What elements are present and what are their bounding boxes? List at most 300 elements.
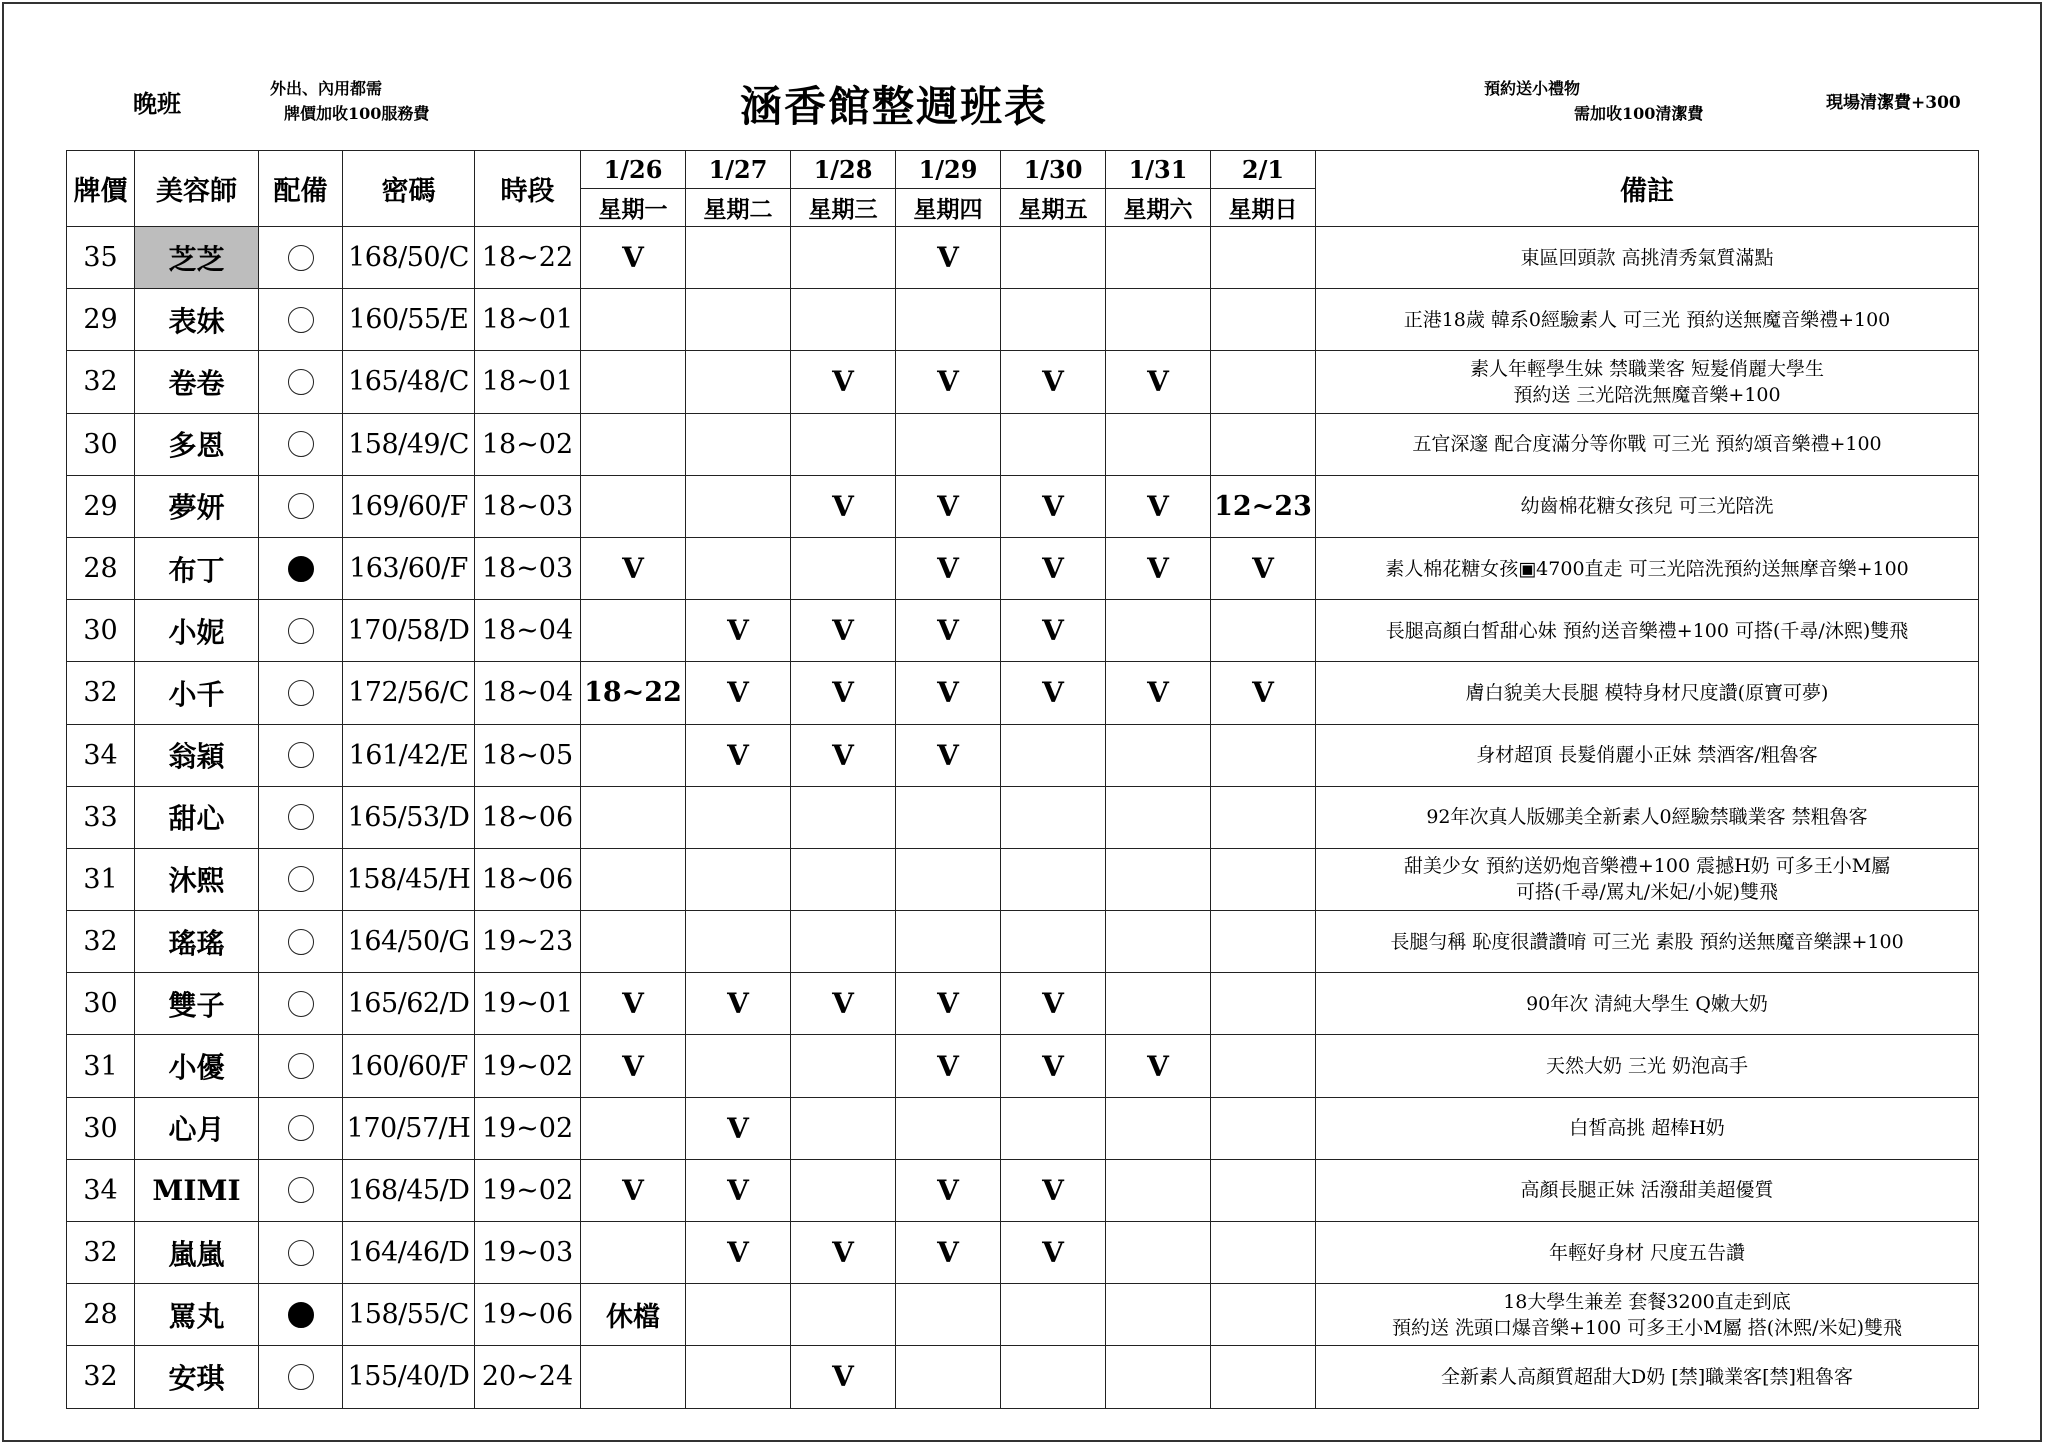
remark-cell xyxy=(1316,1097,1979,1159)
day-cell xyxy=(1211,1097,1316,1159)
code-cell: 164/50/G xyxy=(343,911,475,973)
day-cell xyxy=(1106,973,1211,1035)
open-circle-icon xyxy=(288,369,314,395)
price-cell: 32 xyxy=(67,1222,135,1284)
day-cell xyxy=(1211,911,1316,973)
open-circle-icon xyxy=(288,804,314,830)
col-header-code: 密碼 xyxy=(343,151,475,227)
day-cell: V xyxy=(896,475,1001,537)
service-fee-note-line: 外出、內用都需 xyxy=(270,79,383,98)
day-cell: 18~22 xyxy=(581,662,686,724)
col-header-date: 1/27 xyxy=(686,151,791,189)
col-header-date: 2/1 xyxy=(1211,151,1316,189)
day-cell xyxy=(581,289,686,351)
price-cell: 34 xyxy=(67,1159,135,1221)
code-cell: 172/56/C xyxy=(343,662,475,724)
day-cell xyxy=(1001,911,1106,973)
day-cell xyxy=(1211,413,1316,475)
open-circle-icon xyxy=(288,1115,314,1141)
col-header-weekday: 星期二 xyxy=(686,189,791,227)
day-cell: V xyxy=(896,600,1001,662)
time-cell: 18~04 xyxy=(475,600,581,662)
table-row xyxy=(67,1284,1979,1346)
price-cell: 29 xyxy=(67,289,135,351)
remark-cell xyxy=(1316,537,1979,599)
schedule-table xyxy=(66,150,1979,1409)
table-row xyxy=(67,413,1979,475)
remark-line: 預約送 三光陪洗無魔音樂+100 xyxy=(1513,383,1781,406)
day-cell xyxy=(1211,1346,1316,1408)
day-cell xyxy=(791,413,896,475)
table-row xyxy=(67,537,1979,599)
day-cell xyxy=(581,911,686,973)
gift-note-line: 需加收100清潔費 xyxy=(1574,104,1704,123)
code-cell: 168/50/C xyxy=(343,227,475,289)
day-cell: V xyxy=(896,662,1001,724)
time-cell: 20~24 xyxy=(475,1346,581,1408)
day-cell xyxy=(1106,1346,1211,1408)
name-cell: 芝芝 xyxy=(135,227,259,289)
equip-cell xyxy=(259,973,343,1035)
day-cell xyxy=(581,848,686,910)
day-cell xyxy=(896,848,1001,910)
remark-line: 素人棉花糖女孩▣4700直走 可三光陪洗預約送無摩音樂+100 xyxy=(1385,557,1909,580)
onsite-fee-note: 現場清潔費+300 xyxy=(1826,93,1961,113)
remark-cell xyxy=(1316,289,1979,351)
name-cell: 安琪 xyxy=(135,1346,259,1408)
day-cell xyxy=(791,227,896,289)
equip-cell xyxy=(259,351,343,413)
day-cell: V xyxy=(791,475,896,537)
col-header-date: 1/26 xyxy=(581,151,686,189)
day-cell xyxy=(791,1284,896,1346)
day-cell: V xyxy=(791,724,896,786)
equip-cell xyxy=(259,475,343,537)
col-header-date: 1/30 xyxy=(1001,151,1106,189)
remark-cell xyxy=(1316,1284,1979,1346)
day-cell: V xyxy=(1106,475,1211,537)
day-cell xyxy=(1106,786,1211,848)
day-cell: V xyxy=(896,724,1001,786)
day-cell: V xyxy=(791,1222,896,1284)
day-cell xyxy=(1211,227,1316,289)
table-row xyxy=(67,351,1979,413)
remark-line: 五官深邃 配合度滿分等你戰 可三光 預約頌音樂禮+100 xyxy=(1412,433,1882,456)
day-cell xyxy=(896,1346,1001,1408)
day-cell: V xyxy=(1106,662,1211,724)
open-circle-icon xyxy=(288,493,314,519)
day-cell xyxy=(686,475,791,537)
table-row xyxy=(67,1035,1979,1097)
equip-cell xyxy=(259,1222,343,1284)
remark-line: 全新素人高顏質超甜大D奶 [禁]職業客[禁]粗魯客 xyxy=(1441,1365,1853,1388)
col-header-weekday: 星期四 xyxy=(896,189,1001,227)
day-cell xyxy=(1106,848,1211,910)
name-cell: 瑤瑤 xyxy=(135,911,259,973)
day-cell xyxy=(896,413,1001,475)
remark-line: 素人年輕學生妹 禁職業客 短髮俏麗大學生 xyxy=(1469,357,1825,380)
day-cell: V xyxy=(1106,1035,1211,1097)
day-cell: V xyxy=(1001,537,1106,599)
day-cell: V xyxy=(581,973,686,1035)
day-cell xyxy=(686,786,791,848)
day-cell: V xyxy=(1211,537,1316,599)
day-cell xyxy=(581,1346,686,1408)
code-cell: 163/60/F xyxy=(343,537,475,599)
time-cell: 18~02 xyxy=(475,413,581,475)
time-cell: 18~06 xyxy=(475,786,581,848)
code-cell: 158/45/H xyxy=(343,848,475,910)
open-circle-icon xyxy=(288,1240,314,1266)
day-cell: V xyxy=(791,1346,896,1408)
equip-cell xyxy=(259,227,343,289)
time-cell: 18~06 xyxy=(475,848,581,910)
page-title: 涵香館整週班表 xyxy=(739,82,1048,131)
col-header-date: 1/31 xyxy=(1106,151,1211,189)
day-cell xyxy=(1211,724,1316,786)
day-cell: V xyxy=(1001,475,1106,537)
time-cell: 18~03 xyxy=(475,475,581,537)
day-cell xyxy=(1106,724,1211,786)
day-cell xyxy=(1001,848,1106,910)
remark-cell xyxy=(1316,351,1979,413)
table-row xyxy=(67,1159,1979,1221)
code-cell: 158/49/C xyxy=(343,413,475,475)
day-cell xyxy=(581,600,686,662)
col-header-weekday: 星期六 xyxy=(1106,189,1211,227)
time-cell: 18~05 xyxy=(475,724,581,786)
remark-line: 18大學生兼差 套餐3200直走到底 xyxy=(1503,1290,1791,1313)
price-cell: 34 xyxy=(67,724,135,786)
day-cell: V xyxy=(1001,1222,1106,1284)
table-row xyxy=(67,289,1979,351)
code-cell: 165/53/D xyxy=(343,786,475,848)
remark-line: 90年次 清純大學生 Q嫩大奶 xyxy=(1526,992,1768,1015)
price-cell: 30 xyxy=(67,1097,135,1159)
price-cell: 33 xyxy=(67,786,135,848)
day-cell: V xyxy=(896,351,1001,413)
remark-line: 92年次真人版娜美全新素人0經驗禁職業客 禁粗魯客 xyxy=(1426,806,1868,829)
time-cell: 19~06 xyxy=(475,1284,581,1346)
equip-cell xyxy=(259,662,343,724)
day-cell xyxy=(1211,600,1316,662)
day-cell xyxy=(791,786,896,848)
day-cell xyxy=(1106,911,1211,973)
day-cell: V xyxy=(1211,662,1316,724)
code-cell: 158/55/C xyxy=(343,1284,475,1346)
filled-circle-icon xyxy=(288,556,314,582)
time-cell: 19~02 xyxy=(475,1035,581,1097)
day-cell xyxy=(791,1159,896,1221)
remark-line: 東區回頭款 高挑清秀氣質滿點 xyxy=(1520,246,1774,269)
price-cell: 32 xyxy=(67,351,135,413)
day-cell xyxy=(791,848,896,910)
remark-cell xyxy=(1316,848,1979,910)
day-cell xyxy=(1211,1035,1316,1097)
remark-line: 白皙高挑 超棒H奶 xyxy=(1569,1117,1725,1140)
day-cell xyxy=(686,1035,791,1097)
day-cell xyxy=(1001,227,1106,289)
price-cell: 30 xyxy=(67,973,135,1035)
schedule-body xyxy=(67,227,1979,1409)
header-row-dates xyxy=(67,151,1979,189)
price-cell: 28 xyxy=(67,537,135,599)
time-cell: 18~01 xyxy=(475,289,581,351)
day-cell xyxy=(1001,724,1106,786)
open-circle-icon xyxy=(288,245,314,271)
time-cell: 18~01 xyxy=(475,351,581,413)
day-cell: V xyxy=(1001,351,1106,413)
code-cell: 168/45/D xyxy=(343,1159,475,1221)
code-cell: 165/48/C xyxy=(343,351,475,413)
price-cell: 31 xyxy=(67,848,135,910)
day-cell xyxy=(1106,1159,1211,1221)
col-header-date: 1/28 xyxy=(791,151,896,189)
gift-note-line: 預約送小禮物 xyxy=(1484,79,1581,98)
open-circle-icon xyxy=(288,1364,314,1390)
col-header-weekday: 星期一 xyxy=(581,189,686,227)
day-cell: V xyxy=(791,973,896,1035)
equip-cell xyxy=(259,1035,343,1097)
day-cell xyxy=(1211,289,1316,351)
day-cell xyxy=(686,911,791,973)
day-cell xyxy=(686,848,791,910)
name-cell: 卷卷 xyxy=(135,351,259,413)
code-cell: 155/40/D xyxy=(343,1346,475,1408)
price-cell: 31 xyxy=(67,1035,135,1097)
open-circle-icon xyxy=(288,618,314,644)
day-cell xyxy=(896,289,1001,351)
table-row xyxy=(67,600,1979,662)
open-circle-icon xyxy=(288,431,314,457)
day-cell xyxy=(791,289,896,351)
equip-cell xyxy=(259,1097,343,1159)
day-cell: V xyxy=(791,351,896,413)
open-circle-icon xyxy=(288,680,314,706)
remark-cell xyxy=(1316,1346,1979,1408)
remark-line: 預約送 洗頭口爆音樂+100 可多王小M屬 搭(沐熙/米妃)雙飛 xyxy=(1392,1316,1902,1339)
day-cell xyxy=(1211,848,1316,910)
day-cell xyxy=(686,351,791,413)
remark-line: 長腿勻稱 恥度很讚讚唷 可三光 素股 預約送無魔音樂課+100 xyxy=(1390,930,1904,953)
time-cell: 18~22 xyxy=(475,227,581,289)
day-cell xyxy=(1106,227,1211,289)
table-row xyxy=(67,1346,1979,1408)
time-cell: 18~04 xyxy=(475,662,581,724)
equip-cell xyxy=(259,289,343,351)
name-cell: 雙子 xyxy=(135,973,259,1035)
name-cell: 小妮 xyxy=(135,600,259,662)
day-cell: V xyxy=(1001,1035,1106,1097)
time-cell: 19~02 xyxy=(475,1097,581,1159)
remark-line: 膚白貌美大長腿 模特身材尺度讚(原寶可夢) xyxy=(1465,681,1829,704)
table-row xyxy=(67,848,1979,910)
gift-note xyxy=(1484,76,1703,126)
day-cell: V xyxy=(686,724,791,786)
table-row xyxy=(67,227,1979,289)
equip-cell xyxy=(259,1346,343,1408)
day-cell xyxy=(1211,1159,1316,1221)
day-cell xyxy=(686,537,791,599)
name-cell: 小千 xyxy=(135,662,259,724)
day-cell: V xyxy=(581,537,686,599)
remark-line: 正港18歲 韓系0經驗素人 可三光 預約送無魔音樂禮+100 xyxy=(1403,308,1891,331)
day-cell: V xyxy=(1001,662,1106,724)
day-cell xyxy=(896,911,1001,973)
day-cell xyxy=(791,1097,896,1159)
equip-cell xyxy=(259,1284,343,1346)
equip-cell xyxy=(259,786,343,848)
day-cell: V xyxy=(581,1159,686,1221)
remark-cell xyxy=(1316,973,1979,1035)
day-cell xyxy=(581,475,686,537)
price-cell: 29 xyxy=(67,475,135,537)
remark-line: 年輕好身材 尺度五告讚 xyxy=(1548,1241,1746,1264)
day-cell xyxy=(581,1222,686,1284)
day-cell: V xyxy=(581,227,686,289)
code-cell: 161/42/E xyxy=(343,724,475,786)
day-cell: V xyxy=(1001,600,1106,662)
day-cell: V xyxy=(1001,1159,1106,1221)
price-cell: 30 xyxy=(67,413,135,475)
day-cell xyxy=(1001,1346,1106,1408)
day-cell: V xyxy=(896,1035,1001,1097)
day-cell xyxy=(1106,600,1211,662)
open-circle-icon xyxy=(288,991,314,1017)
remark-cell xyxy=(1316,600,1979,662)
table-row xyxy=(67,724,1979,786)
price-cell: 35 xyxy=(67,227,135,289)
day-cell xyxy=(686,289,791,351)
name-cell: 沐熙 xyxy=(135,848,259,910)
table-row xyxy=(67,1097,1979,1159)
price-cell: 32 xyxy=(67,911,135,973)
open-circle-icon xyxy=(288,742,314,768)
name-cell: 甜心 xyxy=(135,786,259,848)
name-cell: 表妹 xyxy=(135,289,259,351)
day-cell xyxy=(581,351,686,413)
day-cell: V xyxy=(896,1222,1001,1284)
day-cell xyxy=(1001,289,1106,351)
day-cell xyxy=(791,537,896,599)
name-cell: 多恩 xyxy=(135,413,259,475)
equip-cell xyxy=(259,911,343,973)
day-cell: V xyxy=(581,1035,686,1097)
day-cell xyxy=(581,786,686,848)
open-circle-icon xyxy=(288,307,314,333)
day-cell: 休檔 xyxy=(581,1284,686,1346)
table-row xyxy=(67,1222,1979,1284)
day-cell xyxy=(896,1284,1001,1346)
time-cell: 19~23 xyxy=(475,911,581,973)
remark-cell xyxy=(1316,662,1979,724)
time-cell: 19~01 xyxy=(475,973,581,1035)
day-cell: V xyxy=(686,600,791,662)
remark-line: 身材超頂 長髮俏麗小正妹 禁酒客/粗魯客 xyxy=(1476,744,1818,767)
table-row xyxy=(67,786,1979,848)
name-cell: 罵丸 xyxy=(135,1284,259,1346)
day-cell: V xyxy=(791,600,896,662)
col-header-price: 牌價 xyxy=(67,151,135,227)
day-cell xyxy=(1211,1284,1316,1346)
day-cell xyxy=(1001,786,1106,848)
price-cell: 32 xyxy=(67,1346,135,1408)
open-circle-icon xyxy=(288,1177,314,1203)
equip-cell xyxy=(259,1159,343,1221)
day-cell: V xyxy=(686,1097,791,1159)
code-cell: 160/55/E xyxy=(343,289,475,351)
day-cell: V xyxy=(896,973,1001,1035)
name-cell: 翁穎 xyxy=(135,724,259,786)
open-circle-icon xyxy=(288,866,314,892)
day-cell xyxy=(686,1346,791,1408)
table-row xyxy=(67,911,1979,973)
remark-cell xyxy=(1316,1222,1979,1284)
day-cell xyxy=(1106,1284,1211,1346)
day-cell: V xyxy=(686,662,791,724)
day-cell xyxy=(1106,289,1211,351)
remark-line: 天然大奶 三光 奶泡高手 xyxy=(1545,1055,1749,1078)
name-cell: 夢妍 xyxy=(135,475,259,537)
day-cell xyxy=(1211,351,1316,413)
day-cell xyxy=(1106,1222,1211,1284)
day-cell: V xyxy=(1001,973,1106,1035)
day-cell xyxy=(896,786,1001,848)
day-cell: V xyxy=(1106,537,1211,599)
remark-cell xyxy=(1316,475,1979,537)
remark-cell xyxy=(1316,227,1979,289)
remark-cell xyxy=(1316,1159,1979,1221)
shift-label: 晚班 xyxy=(133,89,181,118)
remark-cell xyxy=(1316,911,1979,973)
day-cell xyxy=(686,413,791,475)
day-cell xyxy=(686,227,791,289)
code-cell: 164/46/D xyxy=(343,1222,475,1284)
remark-line: 高顏長腿正妹 活潑甜美超優質 xyxy=(1520,1179,1774,1202)
equip-cell xyxy=(259,537,343,599)
day-cell: V xyxy=(896,227,1001,289)
time-cell: 19~03 xyxy=(475,1222,581,1284)
equip-cell xyxy=(259,848,343,910)
day-cell: V xyxy=(791,662,896,724)
name-cell: 心月 xyxy=(135,1097,259,1159)
day-cell: V xyxy=(686,1222,791,1284)
day-cell xyxy=(1001,1284,1106,1346)
day-cell xyxy=(1211,786,1316,848)
day-cell xyxy=(1211,1222,1316,1284)
code-cell: 170/58/D xyxy=(343,600,475,662)
remark-line: 可搭(千尋/罵丸/米妃/小妮)雙飛 xyxy=(1515,881,1779,904)
price-cell: 28 xyxy=(67,1284,135,1346)
time-cell: 19~02 xyxy=(475,1159,581,1221)
remark-cell xyxy=(1316,724,1979,786)
code-cell: 169/60/F xyxy=(343,475,475,537)
col-header-weekday: 星期三 xyxy=(791,189,896,227)
code-cell: 165/62/D xyxy=(343,973,475,1035)
col-header-weekday: 星期日 xyxy=(1211,189,1316,227)
open-circle-icon xyxy=(288,1053,314,1079)
col-header-name: 美容師 xyxy=(135,151,259,227)
remark-cell xyxy=(1316,786,1979,848)
day-cell: V xyxy=(1106,351,1211,413)
day-cell xyxy=(791,1035,896,1097)
open-circle-icon xyxy=(288,929,314,955)
name-cell: 小優 xyxy=(135,1035,259,1097)
day-cell: V xyxy=(686,973,791,1035)
table-row xyxy=(67,475,1979,537)
day-cell xyxy=(1001,413,1106,475)
day-cell: V xyxy=(896,1159,1001,1221)
